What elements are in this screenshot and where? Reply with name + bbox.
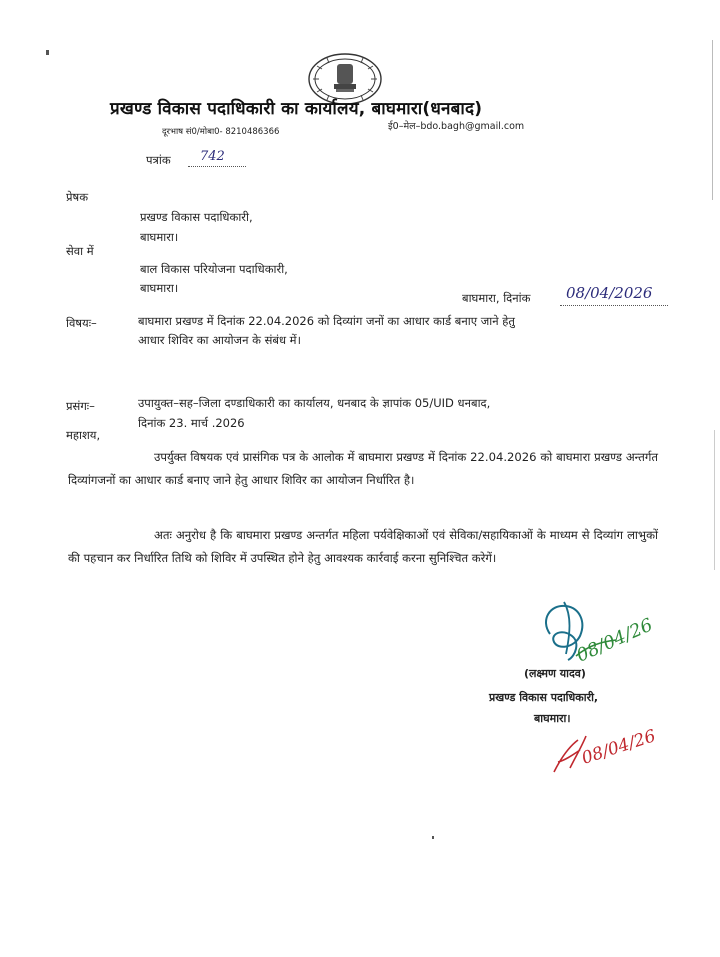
date-label: बाघमारा, दिनांक <box>462 291 531 305</box>
subject-line-2: आधार शिविर का आयोजन के संबंध में। <box>138 333 301 347</box>
reference-line-2: दिनांक 23. मार्च .2026 <box>138 416 245 430</box>
date-field <box>560 284 668 306</box>
signatory-designation: प्रखण्ड विकास पदाधिकारी, <box>489 691 599 704</box>
sender-label: प्रेषक <box>66 190 89 204</box>
reference-line-1: उपायुक्त–सह–जिला दण्डाधिकारी का कार्यालय, धनबाद के ज्ञापांक 05/UID धनबाद, <box>138 396 491 410</box>
receipt-date: 08/04/26 <box>579 726 659 769</box>
letter-number-field <box>188 149 246 167</box>
letter-number-value: 742 <box>200 149 225 164</box>
reference-label: प्रसंगः– <box>66 399 95 413</box>
signature-date: 08/04/26 <box>573 614 656 667</box>
recipient-line-1: बाल विकास परियोजना पदाधिकारी, <box>140 262 288 276</box>
receipt-initials <box>548 716 688 780</box>
sender-line-2: बाघमारा। <box>140 230 179 244</box>
office-title: प्रखण्ड विकास पदाधिकारी का कार्यालय, बाघमारा(धनबाद) <box>110 99 483 119</box>
date-value: 08/04/2026 <box>566 284 653 302</box>
letter-number-label: पत्रांक <box>146 153 171 167</box>
salutation: महाशय, <box>66 428 101 442</box>
recipient-line-2: बाघमारा। <box>140 281 179 295</box>
signatory-place: बाघमारा। <box>534 712 571 725</box>
body-paragraph-2: अतः अनुरोध है कि बाघमारा प्रखण्ड अन्तर्गत महिला पर्यवेक्षिकाओं एवं सेविका/सहायिकाओं के माध्यम से दिव्यांग लाभुकों की पहचान कर निर्धारित तिथि को शिविर में उपस्थित होने हेतु आवश्यक कार्रवाई करना सुनिश्चित करेगें। <box>68 528 658 565</box>
scan-mark <box>46 50 49 55</box>
subject-line-1: बाघमारा प्रखण्ड में दिनांक 22.04.2026 को दिव्यांग जनों का आधार कार्ड बनाए जाने हेतु <box>138 314 515 328</box>
scan-edge-mark <box>712 40 713 200</box>
subject-label: विषयः– <box>66 316 97 330</box>
body-paragraph-1: उपर्युक्त विषयक एवं प्रासंगिक पत्र के आलोक में बाघमारा प्रखण्ड में दिनांक 22.04.2026 को बाघमारा प्रखण्ड अन्तर्गत दिव्यांगजनों का आधार कार्ड बनाए जाने हेतु आधार शिविर का आयोजन निर्धारित है। <box>68 450 658 487</box>
signatory-name: (लक्ष्मण यादव) <box>524 667 586 680</box>
office-phone: दूरभाष सं0/मोबा0- 8210486366 <box>162 127 280 137</box>
scan-dot <box>432 836 434 839</box>
scan-edge-mark <box>714 430 715 570</box>
sender-line-1: प्रखण्ड विकास पदाधिकारी, <box>140 210 253 224</box>
recipient-label: सेवा में <box>66 244 94 258</box>
office-email: ई0–मेल–bdo.bagh@gmail.com <box>388 121 525 132</box>
